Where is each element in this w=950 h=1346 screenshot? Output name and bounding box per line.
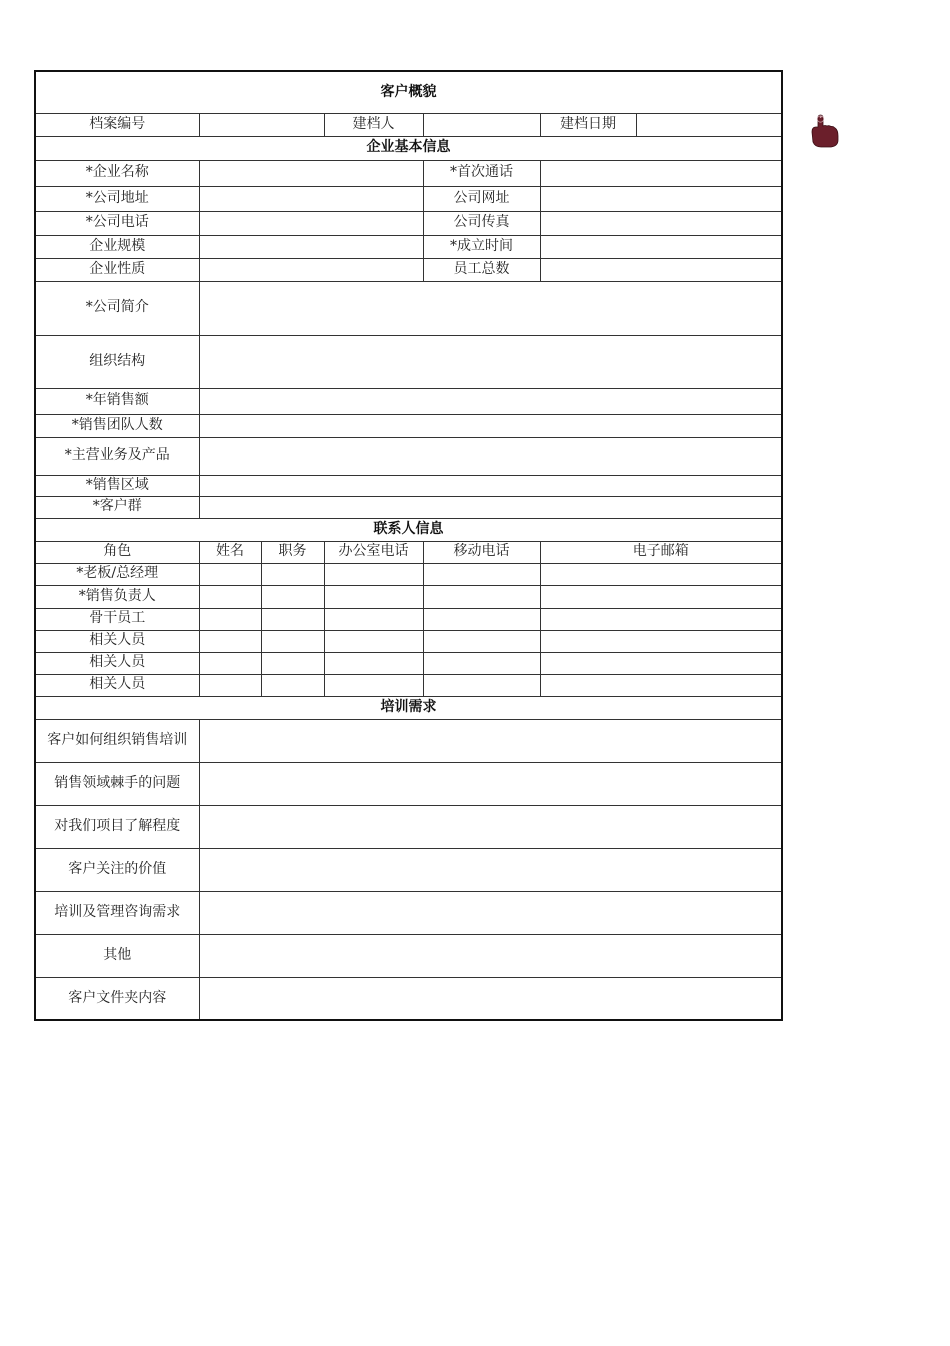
first-call-label: *首次通话 — [423, 160, 540, 186]
training-item-label: 销售领域棘手的问题 — [35, 762, 199, 805]
customer-group-field[interactable] — [199, 496, 782, 518]
contact-position-cell[interactable] — [261, 652, 324, 674]
founded-date-field[interactable] — [540, 235, 782, 258]
col-header-position: 职务 — [261, 541, 324, 563]
contact-name-cell[interactable] — [199, 674, 261, 696]
contact-position-cell[interactable] — [261, 585, 324, 608]
contact-office-phone-cell[interactable] — [324, 585, 423, 608]
contact-row — [35, 608, 782, 630]
company-name-label: *企业名称 — [35, 160, 199, 186]
col-header-name: 姓名 — [199, 541, 261, 563]
company-scale-label: 企业规模 — [35, 235, 199, 258]
sales-region-field[interactable] — [199, 475, 782, 496]
contact-office-phone-cell[interactable] — [324, 674, 423, 696]
employee-count-label: 员工总数 — [423, 258, 540, 281]
customer-group-label: *客户群 — [35, 496, 199, 518]
archive-number-label: 档案编号 — [35, 113, 199, 136]
company-phone-field[interactable] — [199, 211, 423, 235]
customer-values-field[interactable] — [199, 848, 782, 891]
creator-label: 建档人 — [324, 113, 423, 136]
org-structure-field[interactable] — [199, 335, 782, 388]
company-website-field[interactable] — [540, 186, 782, 211]
contact-mobile-cell[interactable] — [423, 563, 540, 585]
contact-mobile-cell[interactable] — [423, 674, 540, 696]
training-item-label: 客户如何组织销售培训 — [35, 719, 199, 762]
company-website-label: 公司网址 — [423, 186, 540, 211]
training-item-label: 培训及管理咨询需求 — [35, 891, 199, 934]
contact-mobile-cell[interactable] — [423, 630, 540, 652]
archive-number-field[interactable] — [199, 113, 324, 136]
contact-email-cell[interactable] — [540, 674, 782, 696]
contact-mobile-cell[interactable] — [423, 652, 540, 674]
contact-role: 相关人员 — [35, 652, 199, 674]
contact-position-cell[interactable] — [261, 563, 324, 585]
project-understanding-field[interactable] — [199, 805, 782, 848]
customer-folder-field[interactable] — [199, 977, 782, 1020]
main-business-label: *主营业务及产品 — [35, 437, 199, 475]
contact-row — [35, 652, 782, 674]
contact-row — [35, 674, 782, 696]
main-business-field[interactable] — [199, 437, 782, 475]
contact-email-cell[interactable] — [540, 652, 782, 674]
contact-email-cell[interactable] — [540, 563, 782, 585]
section-contacts: 联系人信息 — [35, 518, 782, 541]
founded-date-label: *成立时间 — [423, 235, 540, 258]
contact-role: 相关人员 — [35, 630, 199, 652]
company-fax-field[interactable] — [540, 211, 782, 235]
training-item-label: 其他 — [35, 934, 199, 977]
contact-mobile-cell[interactable] — [423, 585, 540, 608]
company-address-label: *公司地址 — [35, 186, 199, 211]
contact-office-phone-cell[interactable] — [324, 630, 423, 652]
archive-date-label: 建档日期 — [540, 113, 636, 136]
company-name-field[interactable] — [199, 160, 423, 186]
contact-office-phone-cell[interactable] — [324, 652, 423, 674]
sales-problems-field[interactable] — [199, 762, 782, 805]
contact-email-cell[interactable] — [540, 630, 782, 652]
contact-row — [35, 630, 782, 652]
contact-name-cell[interactable] — [199, 563, 261, 585]
company-phone-label: *公司电话 — [35, 211, 199, 235]
org-structure-label: 组织结构 — [35, 335, 199, 388]
annual-sales-field[interactable] — [199, 388, 782, 414]
training-organize-field[interactable] — [199, 719, 782, 762]
sales-team-size-field[interactable] — [199, 414, 782, 437]
contact-mobile-cell[interactable] — [423, 608, 540, 630]
col-header-role: 角色 — [35, 541, 199, 563]
consulting-needs-field[interactable] — [199, 891, 782, 934]
contact-row — [35, 563, 782, 585]
contact-office-phone-cell[interactable] — [324, 563, 423, 585]
contact-position-cell[interactable] — [261, 674, 324, 696]
training-item-label: 对我们项目了解程度 — [35, 805, 199, 848]
contact-position-cell[interactable] — [261, 630, 324, 652]
creator-field[interactable] — [423, 113, 540, 136]
company-intro-field[interactable] — [199, 281, 782, 335]
contact-role: 骨干员工 — [35, 608, 199, 630]
company-fax-label: 公司传真 — [423, 211, 540, 235]
col-header-email: 电子邮箱 — [540, 541, 782, 563]
section-basic-info: 企业基本信息 — [35, 136, 782, 160]
contact-role: *老板/总经理 — [35, 563, 199, 585]
annual-sales-label: *年销售额 — [35, 388, 199, 414]
other-field[interactable] — [199, 934, 782, 977]
training-item-label: 客户关注的价值 — [35, 848, 199, 891]
contact-position-cell[interactable] — [261, 608, 324, 630]
form-title: 客户概貌 — [35, 71, 782, 113]
customer-profile-form — [34, 70, 783, 1021]
contact-role: 相关人员 — [35, 674, 199, 696]
first-call-field[interactable] — [540, 160, 782, 186]
company-scale-field[interactable] — [199, 235, 423, 258]
section-training: 培训需求 — [35, 696, 782, 719]
col-header-office-phone: 办公室电话 — [324, 541, 423, 563]
company-address-field[interactable] — [199, 186, 423, 211]
contact-email-cell[interactable] — [540, 608, 782, 630]
contact-name-cell[interactable] — [199, 608, 261, 630]
sales-region-label: *销售区域 — [35, 475, 199, 496]
contact-role: *销售负责人 — [35, 585, 199, 608]
employee-count-field[interactable] — [540, 258, 782, 281]
contact-name-cell[interactable] — [199, 652, 261, 674]
contact-name-cell[interactable] — [199, 585, 261, 608]
company-type-label: 企业性质 — [35, 258, 199, 281]
hand-pointer-icon[interactable] — [803, 112, 843, 152]
sales-team-size-label: *销售团队人数 — [35, 414, 199, 437]
company-type-field[interactable] — [199, 258, 423, 281]
training-item-label: 客户文件夹内容 — [35, 977, 199, 1020]
contact-row — [35, 585, 782, 608]
contact-name-cell[interactable] — [199, 630, 261, 652]
company-intro-label: *公司简介 — [35, 281, 199, 335]
contact-email-cell[interactable] — [540, 585, 782, 608]
col-header-mobile: 移动电话 — [423, 541, 540, 563]
archive-date-field[interactable] — [636, 113, 782, 136]
contact-office-phone-cell[interactable] — [324, 608, 423, 630]
